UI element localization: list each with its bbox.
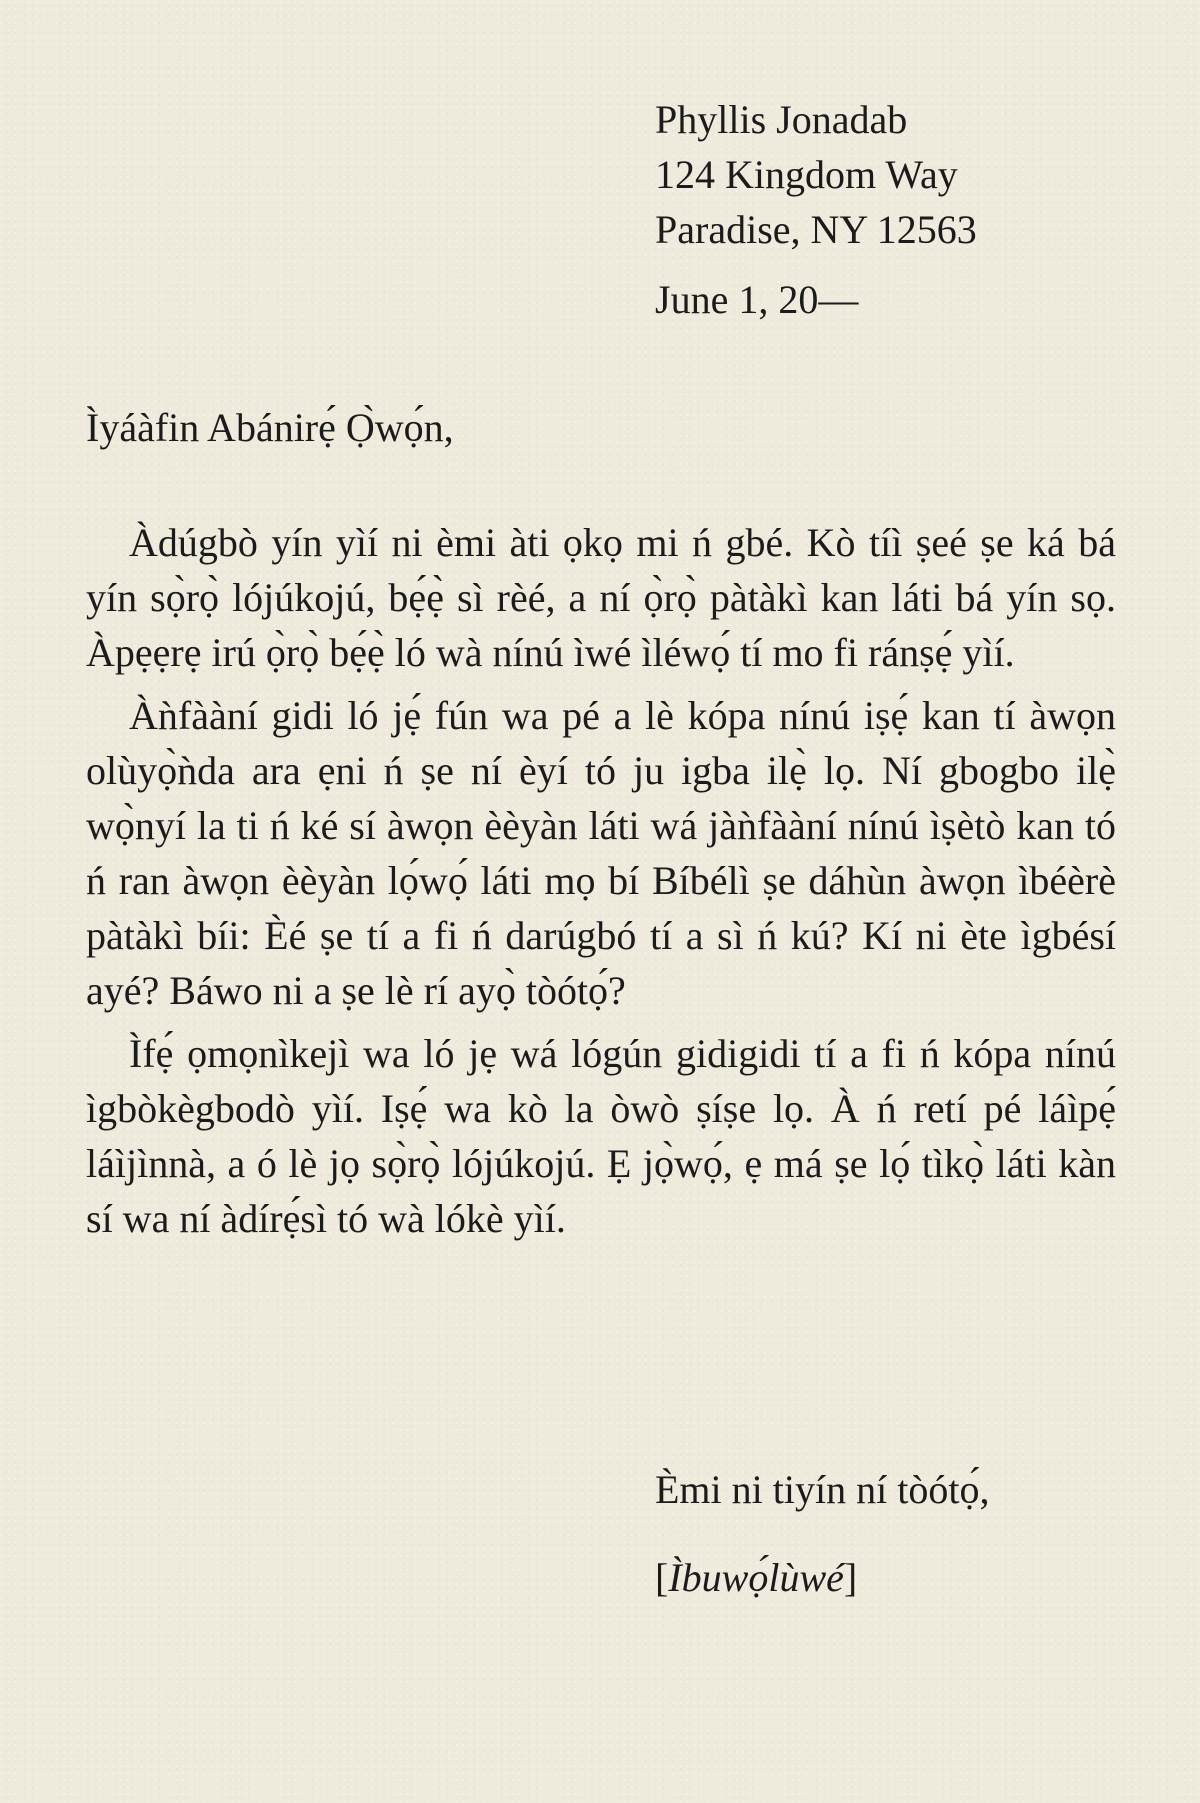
body-paragraph-3: Ìfẹ́ ọmọnìkejì wa ló jẹ wá lógún gidigidi tí a fi ń kópa nínú ìgbòkègbodò yìí. Iṣẹ́ wa kò la òwò ṣíṣe lọ. À ń retí pé láìpẹ́ láìjìnnà, a ó lè jọ sọ̀rọ̀ lójúkojú. Ẹ jọ̀wọ́, ẹ má ṣe lọ́ tìkọ̀ láti kàn sí wa ní àdírẹ́sì tó wà lókè yìí. [86,1031,1116,1241]
signature [655,1550,857,1605]
sender-street: 124 Kingdom Way [655,152,958,197]
sender-name: Phyllis Jonadab [655,97,908,142]
signature-close-bracket: ] [843,1555,858,1600]
closing: Èmi ni tiyín ní tòótọ́, [655,1467,990,1512]
signature-text: Ìbuwọ́lùwé [668,1555,844,1600]
body-paragraph-1: Àdúgbò yín yìí ni èmi àti ọkọ mi ń gbé. Kò tíì ṣeé ṣe ká bá yín sọ̀rọ̀ lójúkojú, bẹ́ẹ̀ sì rèé, a ní ọ̀rọ̀ pàtàkì kan láti bá yín sọ. Àpẹẹrẹ irú ọ̀rọ̀ bẹ́ẹ̀ ló wà nínú ìwé ìléwọ́ tí mo fi ránṣẹ́ yìí. [86,520,1116,675]
salutation: Ìyáàfin Abánirẹ́ Ọ̀wọ́n, [86,405,454,450]
letter-date: June 1, 20— [655,277,859,322]
body-paragraph-2: Àǹfààní gidi ló jẹ́ fún wa pé a lè kópa nínú iṣẹ́ kan tí àwọn olùyọ̀ǹda ara ẹni ń ṣe ní èyí tó ju igba ilẹ̀ lọ. Ní gbogbo ilẹ̀ wọ̀nyí la ti ń ké sí àwọn èèyàn láti wá jàǹfààní nínú ìṣètò kan tó ń ran àwọn èèyàn lọ́wọ́ láti mọ bí Bíbélì ṣe dáhùn àwọn ìbéèrè pàtàkì bíi: Èé ṣe tí a fi ń darúgbó tí a sì ń kú? Kí ni ète ìgbésí ayé? Báwo ni a ṣe lè rí ayọ̀ tòótọ́? [86,693,1116,1013]
sender-city: Paradise, NY 12563 [655,207,977,252]
signature-open-bracket: [ [655,1555,669,1600]
letter-body [86,515,1116,1254]
sender-address [655,92,977,257]
